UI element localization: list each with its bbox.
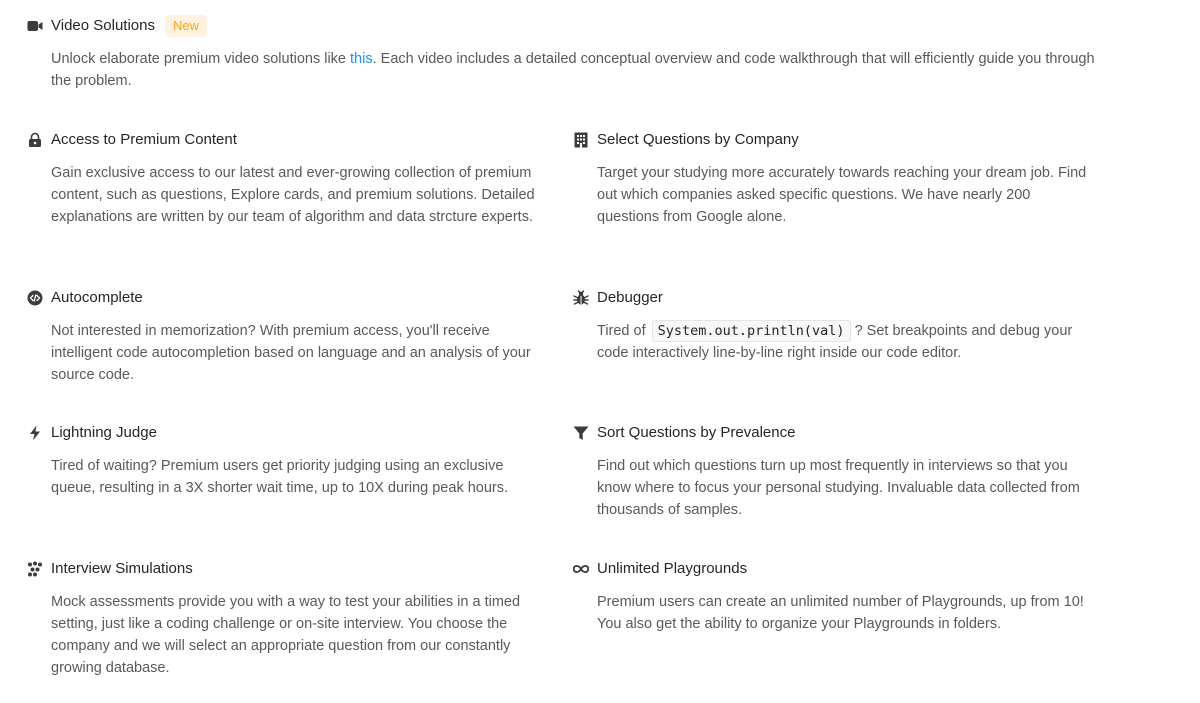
feature-title: Debugger (597, 289, 663, 306)
feature-lightning-judge (26, 422, 546, 499)
feature-description: Tired of System.out.println(val) ? Set breakpoints and debug your code interactively line-by-line right inside our code editor. (597, 320, 1092, 364)
feature-select-company (572, 129, 1092, 228)
feature-title: Select Questions by Company (597, 131, 799, 148)
people-icon (26, 560, 44, 578)
feature-description: Gain exclusive access to our latest and ever-growing collection of premium content, such as questions, Explore cards, and premium solutions. Detailed explanations are written by our team of algorithm and data strcture experts. (51, 165, 535, 225)
video-example-link[interactable]: this (350, 51, 373, 67)
bug-icon (572, 289, 590, 307)
lightning-icon (26, 424, 44, 442)
new-badge: New (165, 15, 207, 37)
feature-interview-simulations (26, 558, 546, 679)
feature-description: Find out which questions turn up most frequently in interviews so that you know where to focus your personal studying. Invaluable data collected from thousands of samples. (597, 458, 1080, 518)
feature-premium-content (26, 129, 546, 228)
feature-title: Unlimited Playgrounds (597, 560, 748, 577)
filter-icon (572, 424, 590, 442)
feature-sort-prevalence (572, 422, 1092, 521)
video-camera-icon (26, 17, 44, 35)
feature-title: Interview Simulations (51, 560, 193, 577)
feature-debugger (572, 287, 1092, 364)
feature-title: Sort Questions by Prevalence (597, 424, 796, 441)
feature-description: Tired of waiting? Premium users get priority judging using an exclusive queue, resulting in a 3X shorter wait time, up to 10X during peak hours. (51, 458, 509, 496)
feature-video-solutions (26, 15, 1106, 92)
feature-unlimited-playgrounds (572, 558, 1092, 635)
code-icon (26, 289, 44, 307)
building-icon (572, 131, 590, 149)
feature-description: Not interested in memorization? With premium access, you'll receive intelligent code autocompletion based on language and an analysis of your source code. (51, 323, 531, 383)
feature-title: Video Solutions (51, 17, 155, 34)
feature-autocomplete (26, 287, 546, 386)
lock-icon (26, 131, 44, 149)
infinity-icon (572, 560, 590, 578)
feature-description: Unlock elaborate premium video solutions like this. Each video includes a detailed conceptual overview and code walkthrough that will efficiently guide you through the problem. (51, 51, 1095, 89)
feature-description: Premium users can create an unlimited number of Playgrounds, up from 10! You also get the ability to organize your Playgrounds in folders. (597, 594, 1084, 632)
inline-code: System.out.println(val) (652, 320, 851, 342)
feature-title: Autocomplete (51, 289, 143, 306)
feature-title: Access to Premium Content (51, 131, 237, 148)
feature-description: Mock assessments provide you with a way to test your abilities in a timed setting, just like a coding challenge or on-site interview. You choose the company and we will select an appropriate question from our constantly growing database. (51, 594, 521, 676)
feature-description: Target your studying more accurately towards reaching your dream job. Find out which companies asked specific questions. We have nearly 200 questions from Google alone. (597, 165, 1087, 225)
feature-title: Lightning Judge (51, 424, 157, 441)
